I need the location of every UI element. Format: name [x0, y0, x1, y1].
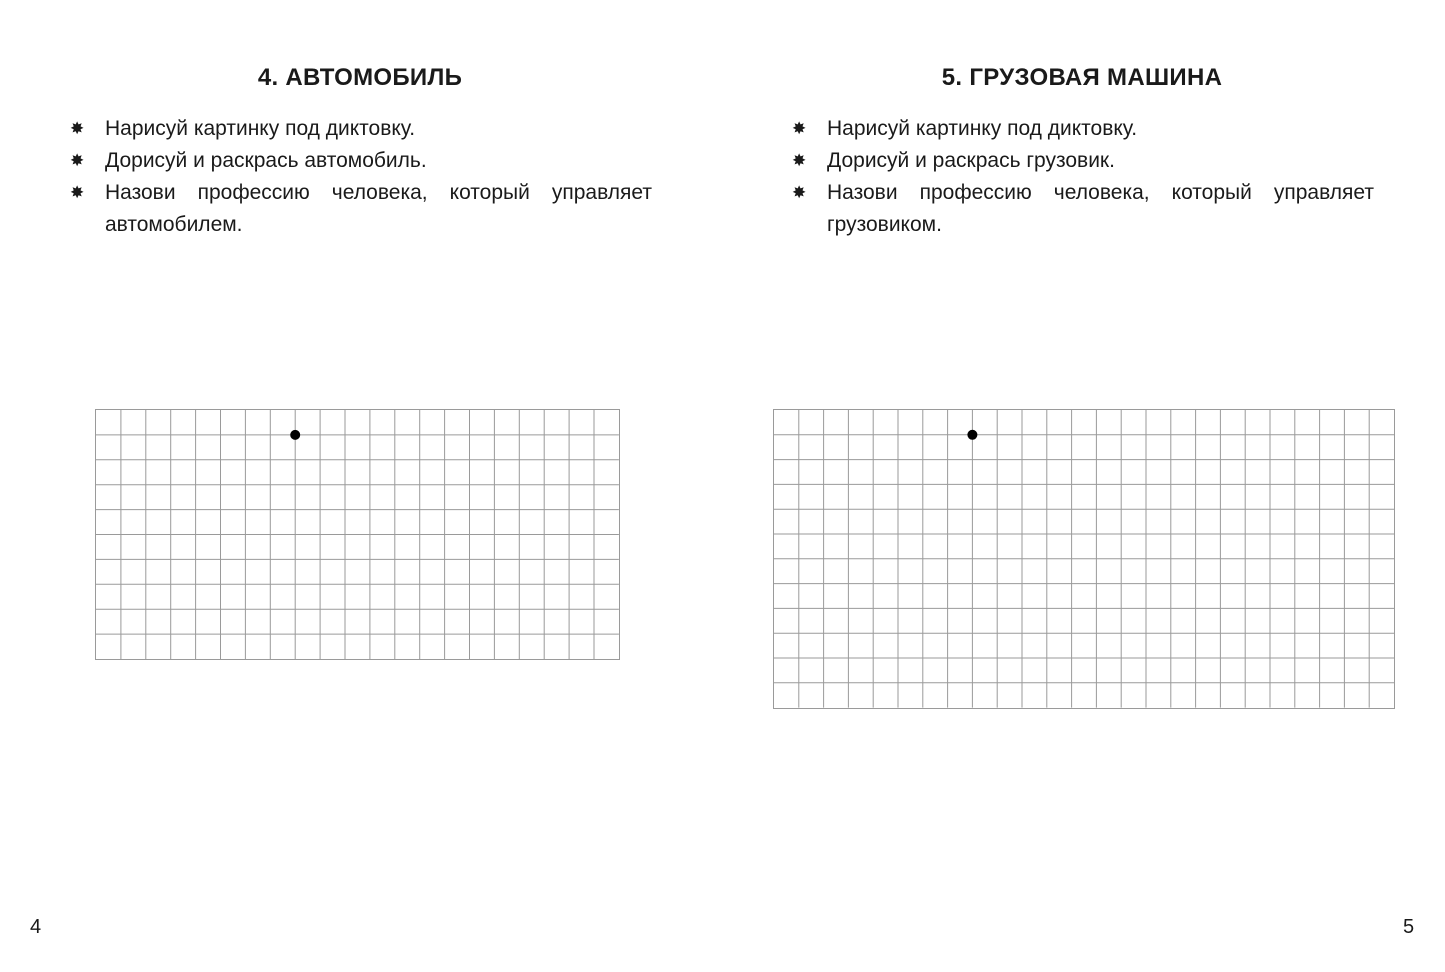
star-bullet-icon: ✸: [792, 119, 807, 138]
task-item: [792, 113, 1374, 145]
dictation-grid[interactable]: [95, 409, 620, 660]
task-item: [792, 177, 1374, 241]
task-text: Дорисуй и раскрась грузовик.: [827, 149, 1115, 172]
task-item: [70, 177, 652, 241]
grid-lines: [774, 410, 1394, 708]
star-bullet-icon: ✸: [792, 151, 807, 170]
task-item: [70, 145, 652, 177]
task-item: [70, 113, 652, 145]
task-text: Назови профессию человека, который управляет автомобилем.: [105, 181, 652, 236]
right-page: [722, 0, 1445, 972]
start-dot: [967, 430, 977, 440]
start-dot: [290, 430, 300, 440]
page-number: 5: [1403, 916, 1415, 938]
dictation-grid[interactable]: [773, 409, 1395, 709]
star-bullet-icon: ✸: [70, 151, 85, 170]
star-bullet-icon: ✸: [70, 183, 85, 202]
star-bullet-icon: ✸: [792, 183, 807, 202]
task-text: Назови профессию человека, который управляет грузовиком.: [827, 181, 1374, 236]
task-list: [70, 113, 652, 241]
left-page: [0, 0, 722, 972]
task-text: Нарисуй картинку под диктовку.: [105, 117, 416, 140]
page-title: 4. АВТОМОБИЛЬ: [257, 64, 463, 91]
grid-lines: [96, 410, 619, 659]
star-bullet-icon: ✸: [70, 119, 85, 138]
page-number: 4: [30, 916, 42, 938]
task-text: Нарисуй картинку под диктовку.: [827, 117, 1138, 140]
page-title: 5. ГРУЗОВАЯ МАШИНА: [941, 64, 1223, 91]
task-text: Дорисуй и раскрась автомобиль.: [105, 149, 427, 172]
task-item: [792, 145, 1374, 177]
task-list: [792, 113, 1374, 241]
